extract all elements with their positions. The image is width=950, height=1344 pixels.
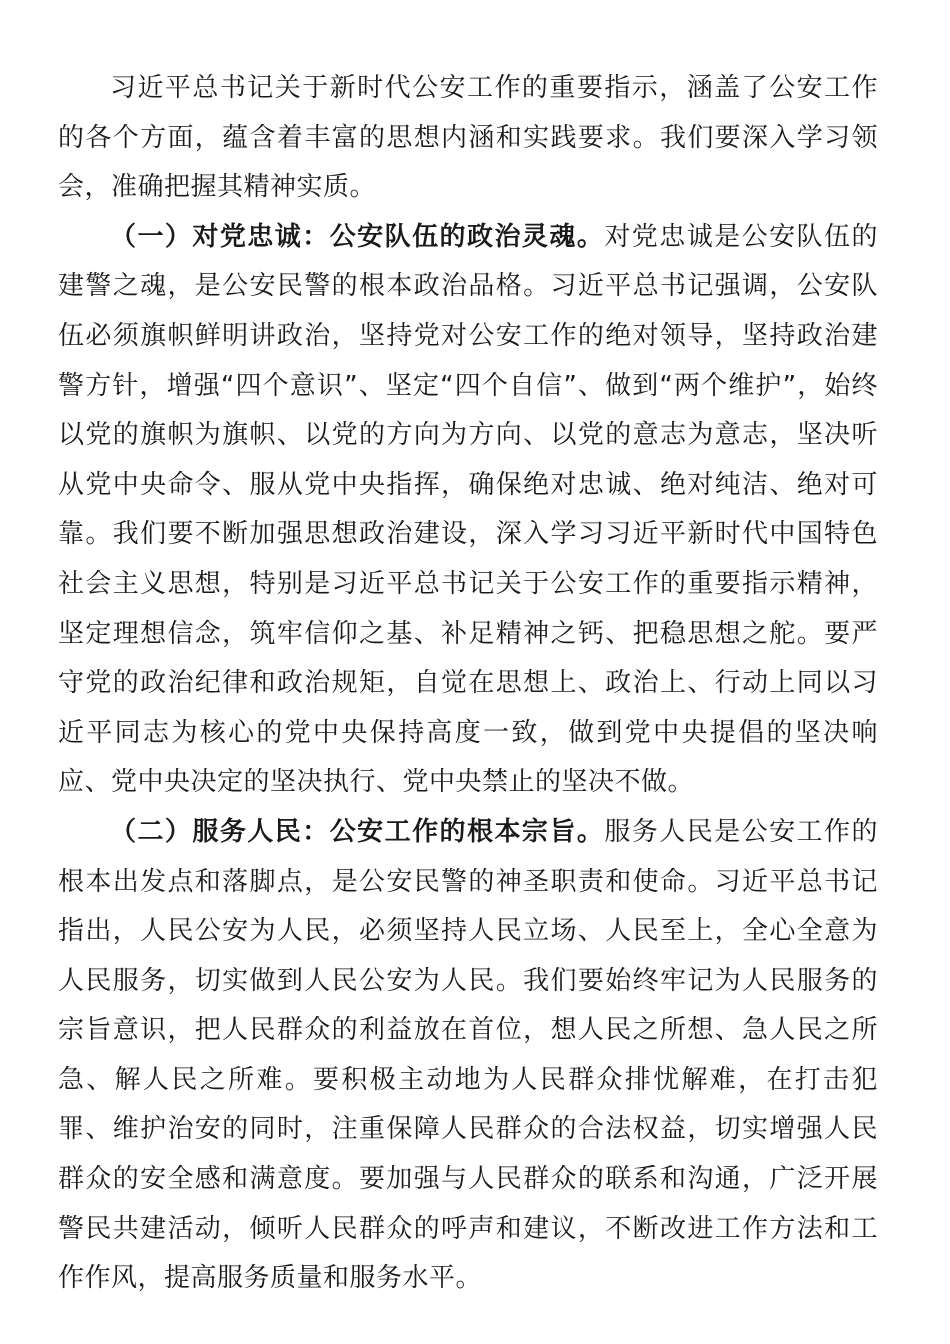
section-loyalty-heading: （一）对党忠诚：公安队伍的政治灵魂。 [110, 221, 605, 252]
section-serve-people-text: 服务人民是公安工作的根本出发点和落脚点，是公安民警的神圣职责和使命。习近平总书记指出，人民公安为人民，必须坚持人民立场、人民至上，全心全意为人民服务，切实做到人民公安为人民。我们要始终牢记为人民服务的宗旨意识，把人民群众的利益放在首位，想人民之所想、急人民之所急、解人民之所难。要积极主动地为人民群众排忧解难，在打击犯罪、维护治安的同时，注重保障人民群众的合法权益，切实增强人民群众的安全感和满意度。要加强与人民群众的联系和沟通，广泛开展警民共建活动，倾听人民群众的呼声和建议，不断改进工作方法和工作作风，提高服务质量和服务水平。 [58, 816, 878, 1294]
document-body [58, 64, 878, 1304]
intro-text: 习近平总书记关于新时代公安工作的重要指示，涵盖了公安工作的各个方面，蕴含着丰富的思想内涵和实践要求。我们要深入学习领会，准确把握其精神实质。 [58, 73, 878, 203]
intro-paragraph [58, 64, 878, 213]
section-loyalty-paragraph [58, 213, 878, 808]
section-serve-people-heading: （二）服务人民：公安工作的根本宗旨。 [110, 816, 605, 847]
section-loyalty-text: 对党忠诚是公安队伍的建警之魂，是公安民警的根本政治品格。习近平总书记强调，公安队伍必须旗帜鲜明讲政治，坚持党对公安工作的绝对领导，坚持政治建警方针，增强“四个意识”、坚定“四个自信”、做到“两个维护”，始终以党的旗帜为旗帜、以党的方向为方向、以党的意志为意志，坚决听从党中央命令、服从党中央指挥，确保绝对忠诚、绝对纯洁、绝对可靠。我们要不断加强思想政治建设，深入学习习近平新时代中国特色社会主义思想，特别是习近平总书记关于公安工作的重要指示精神，坚定理想信念，筑牢信仰之基、补足精神之钙、把稳思想之舵。要严守党的政治纪律和政治规矩，自觉在思想上、政治上、行动上同以习近平同志为核心的党中央保持高度一致，做到党中央提倡的坚决响应、党中央决定的坚决执行、党中央禁止的坚决不做。 [58, 221, 878, 798]
section-serve-people-paragraph [58, 808, 878, 1304]
